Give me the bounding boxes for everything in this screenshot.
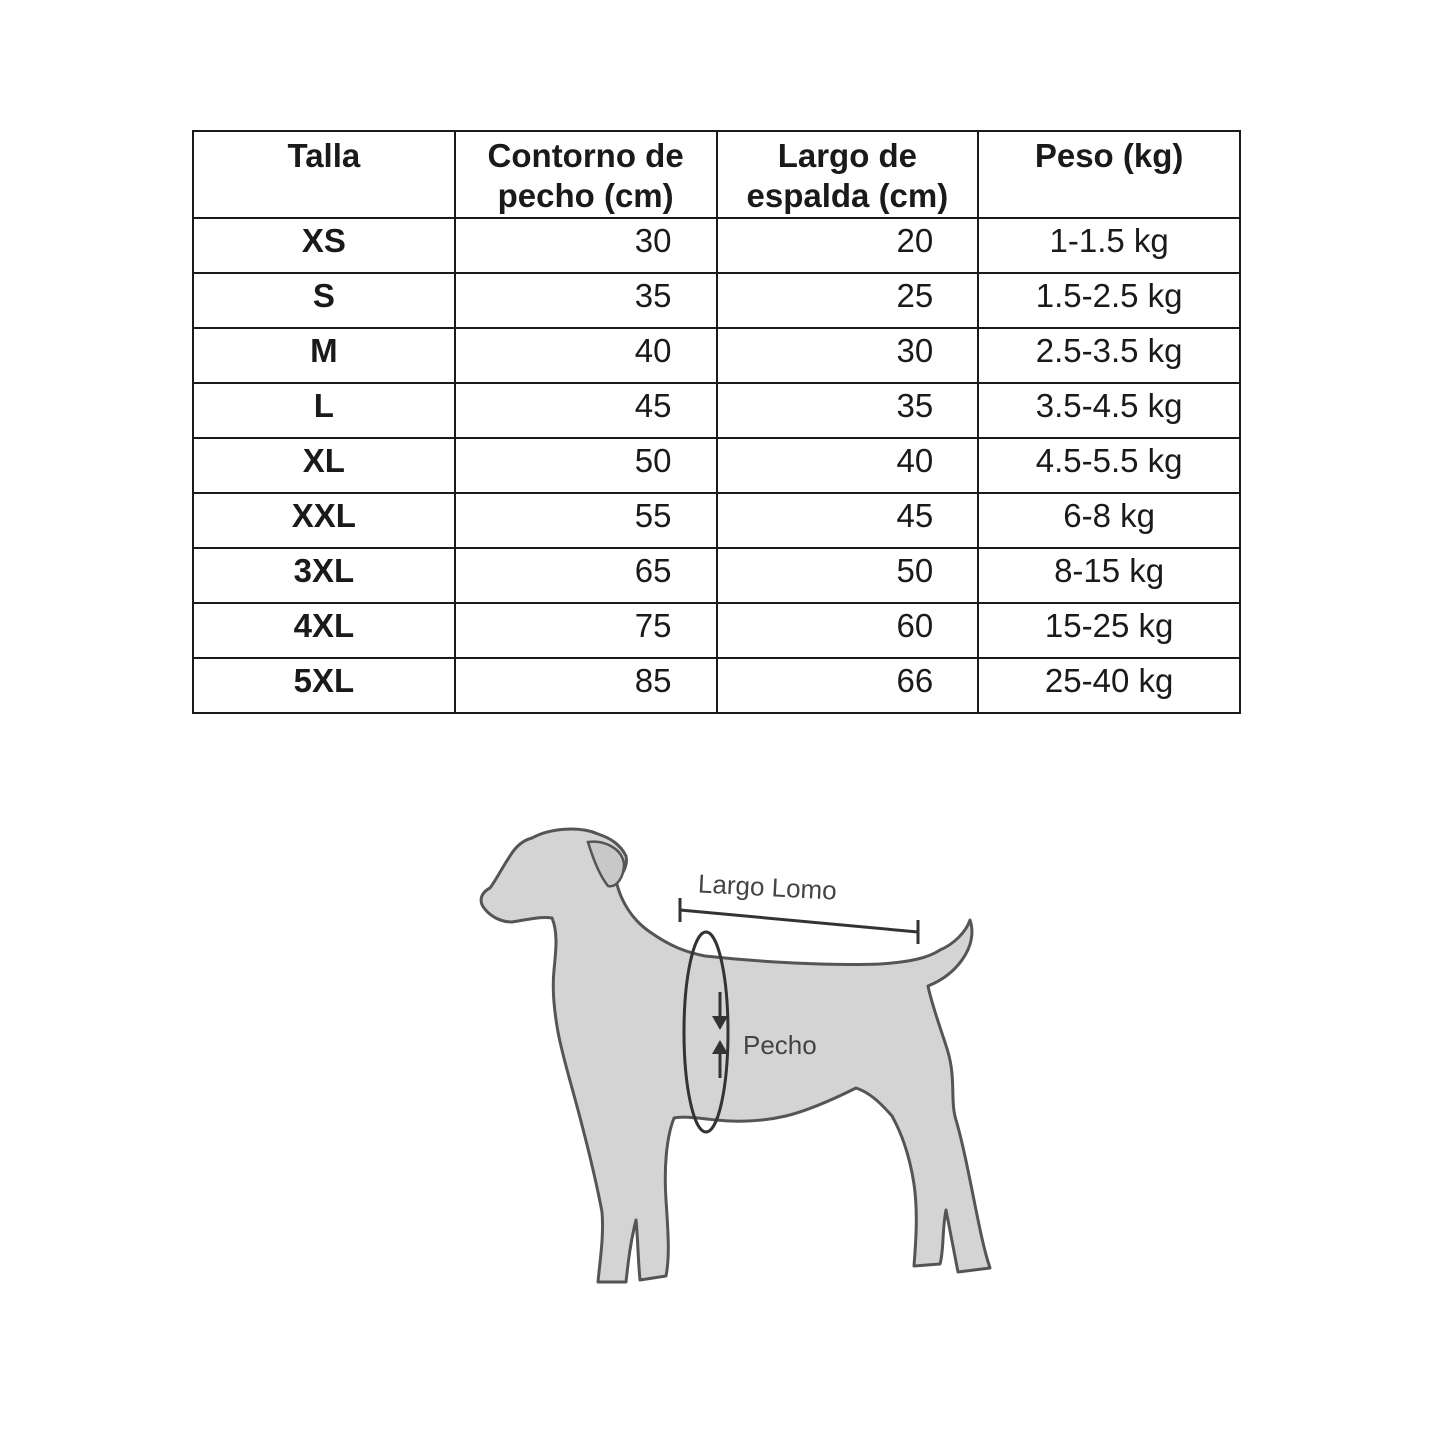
weight-cell: 1.5-2.5 kg	[978, 273, 1240, 328]
weight-cell: 2.5-3.5 kg	[978, 328, 1240, 383]
back-length-label: Largo Lomo	[697, 868, 838, 906]
size-cell: XS	[193, 218, 455, 273]
weight-cell: 25-40 kg	[978, 658, 1240, 713]
size-cell: 3XL	[193, 548, 455, 603]
header-chest: Contorno de pecho (cm)	[455, 131, 717, 218]
chest-label: Pecho	[743, 1030, 817, 1060]
weight-cell: 8-15 kg	[978, 548, 1240, 603]
back-cell: 35	[717, 383, 979, 438]
table-row	[193, 493, 1240, 548]
back-cell: 60	[717, 603, 979, 658]
table-row	[193, 273, 1240, 328]
table-row	[193, 328, 1240, 383]
header-back-length: Largo de espalda (cm)	[717, 131, 979, 218]
weight-cell: 1-1.5 kg	[978, 218, 1240, 273]
back-cell: 50	[717, 548, 979, 603]
back-cell: 25	[717, 273, 979, 328]
table-header-row	[193, 131, 1240, 218]
chest-cell: 85	[455, 658, 717, 713]
size-cell: 5XL	[193, 658, 455, 713]
size-cell: XXL	[193, 493, 455, 548]
chest-cell: 45	[455, 383, 717, 438]
table-row	[193, 383, 1240, 438]
dog-measurement-diagram	[470, 820, 1000, 1300]
table-row	[193, 438, 1240, 493]
back-cell: 20	[717, 218, 979, 273]
header-weight: Peso (kg)	[978, 131, 1240, 218]
size-cell: 4XL	[193, 603, 455, 658]
size-cell: M	[193, 328, 455, 383]
header-talla: Talla	[193, 131, 455, 218]
chest-cell: 40	[455, 328, 717, 383]
chest-cell: 30	[455, 218, 717, 273]
size-cell: L	[193, 383, 455, 438]
chest-cell: 50	[455, 438, 717, 493]
size-cell: XL	[193, 438, 455, 493]
table-row	[193, 218, 1240, 273]
table-row	[193, 603, 1240, 658]
chest-cell: 35	[455, 273, 717, 328]
back-cell: 66	[717, 658, 979, 713]
weight-cell: 15-25 kg	[978, 603, 1240, 658]
back-length-line	[680, 910, 918, 932]
back-cell: 30	[717, 328, 979, 383]
chest-cell: 75	[455, 603, 717, 658]
weight-cell: 6-8 kg	[978, 493, 1240, 548]
table-row	[193, 658, 1240, 713]
chest-cell: 55	[455, 493, 717, 548]
weight-cell: 3.5-4.5 kg	[978, 383, 1240, 438]
back-cell: 40	[717, 438, 979, 493]
table-row	[193, 548, 1240, 603]
weight-cell: 4.5-5.5 kg	[978, 438, 1240, 493]
back-cell: 45	[717, 493, 979, 548]
size-cell: S	[193, 273, 455, 328]
chest-cell: 65	[455, 548, 717, 603]
size-chart-table	[192, 130, 1241, 714]
